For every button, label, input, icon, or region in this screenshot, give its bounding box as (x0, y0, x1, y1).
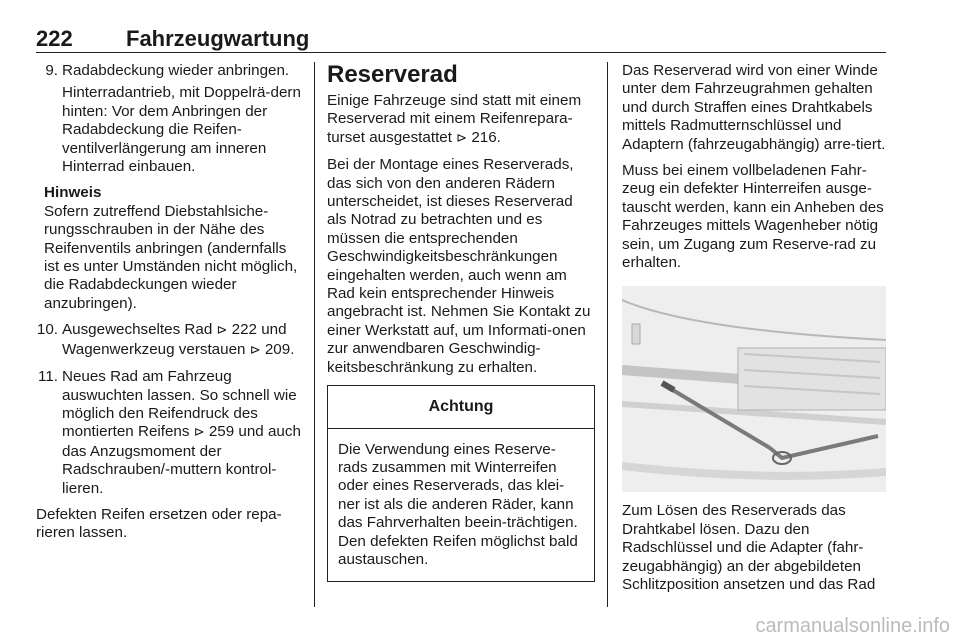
step-number: 11. (38, 368, 58, 386)
closing-paragraph: Defekten Reifen ersetzen oder repa-rieren lassen. (36, 505, 282, 542)
paragraph: Das Reserverad wird von einer Winde unter dem Fahrzeugrahmen gehalten und durch Straffen eines Drahtkabels mittels Radmutternschlüssel und Adaptern (fahrzeugabhängig) arre-tiert. (622, 62, 886, 153)
watermark-logo: carmanualsonline.info (755, 615, 950, 637)
column-1 (36, 62, 304, 551)
step-text: und Wagenwerkzeug verstauen (62, 321, 287, 358)
column-2 (327, 62, 595, 582)
step-number: 9. (45, 62, 58, 79)
page-ref-link[interactable]: 216 (471, 128, 497, 146)
page-ref-icon: ⊳ (456, 130, 468, 146)
spare-wheel-illustration (622, 286, 886, 492)
step-number: 10. (36, 321, 58, 339)
hint-text: Sofern zutreffend Diebstahlsiche-rungsschrauben in der Nähe des Reifenventils anbringen (andernfalls ist es unter Umständen nicht möglich, die Radabdeckungen wieder anzubringen). (44, 202, 298, 312)
step-10 (36, 321, 304, 360)
paragraph-text: . (496, 128, 501, 146)
column-divider-2 (607, 62, 608, 607)
step-text: und auch das Anzugsmoment der Radschrauben/-muttern kontrol-lieren. (62, 423, 301, 497)
page-header (36, 26, 886, 54)
section-heading: Reserverad (327, 61, 458, 88)
chapter-title: Fahrzeugwartung (126, 26, 310, 51)
step-text: . (290, 340, 295, 358)
hint-box (44, 184, 304, 313)
page-ref-icon: ⊳ (193, 425, 205, 441)
spare-wheel-drawing (622, 286, 886, 492)
step-9 (36, 62, 304, 176)
step-text: Neues Rad am Fahrzeug auswuchten lassen. So schnell wie möglich den Reifendruck des montierten Reifens (62, 368, 297, 441)
step-text: Radabdeckung wieder anbringen. (62, 62, 290, 79)
page-ref-icon: ⊳ (216, 323, 228, 339)
warning-title: Achtung (328, 386, 594, 428)
warning-box (327, 385, 595, 582)
paragraph: Zum Lösen des Reserverads das Drahtkabel lösen. Dazu den Radschlüssel und die Adapter (fahr-zeugabhängig) an der abgebildeten Schlitzposition ansetzen und das Rad (622, 502, 876, 594)
page-ref-link[interactable]: 259 (208, 423, 235, 441)
column-divider-1 (314, 62, 315, 607)
warning-text: Die Verwendung eines Reserve-rads zusammen mit Winterreifen oder eines Reserverads, das klei-ner ist als die anderen Räder, kann das Fahrverhalten beein-trächtigen. Den defekten Reifen möglichst bald austauschen. (338, 440, 578, 568)
paragraph (327, 92, 595, 148)
hint-title: Hinweis (44, 184, 102, 202)
paragraph: Bei der Montage eines Reserverads, das sich von den anderen Rädern unterscheidet, ist dieses Reserverad als Notrad zu betrachten und es müssen die entsprechenden Geschwindigkeitsbeschränkungen eingehalten werden, auch wenn am Rad kein entsprechender Hinweis angebracht ist. Nehmen Sie Kontakt zu einer Werkstatt auf, um Informati-onen zur anwendbaren Geschwindig-keitsbeschränkung zu erhalten. (327, 156, 591, 376)
step-11 (36, 368, 304, 498)
column-3 (622, 62, 888, 603)
step-text: Ausgewechseltes Rad (62, 321, 217, 339)
paragraph-text: Einige Fahrzeuge sind statt mit einem Reserverad mit einem Reifenrepara-turset ausgestattet (327, 92, 582, 146)
page-number: 222 (36, 26, 73, 51)
step-subtext: Hinterradantrieb, mit Doppelrä-dern hinten: Vor dem Anbringen der Radabdeckung die Reifen-ventilverlängerung am inneren Hinterrad einbauen. (62, 84, 301, 176)
page-ref-icon: ⊳ (249, 342, 261, 358)
header-rule (36, 52, 886, 53)
page-ref-link[interactable]: 209 (264, 340, 291, 358)
page-ref-link[interactable]: 222 (231, 321, 257, 339)
paragraph: Muss bei einem vollbeladenen Fahr-zeug ein defekter Hinterreifen ausge-tauscht werden, kann ein Anheben des Fahrzeuges mittels Wagenheber nötig sein, um Zugang zum Reserve-rad zu erhalten. (622, 162, 884, 272)
